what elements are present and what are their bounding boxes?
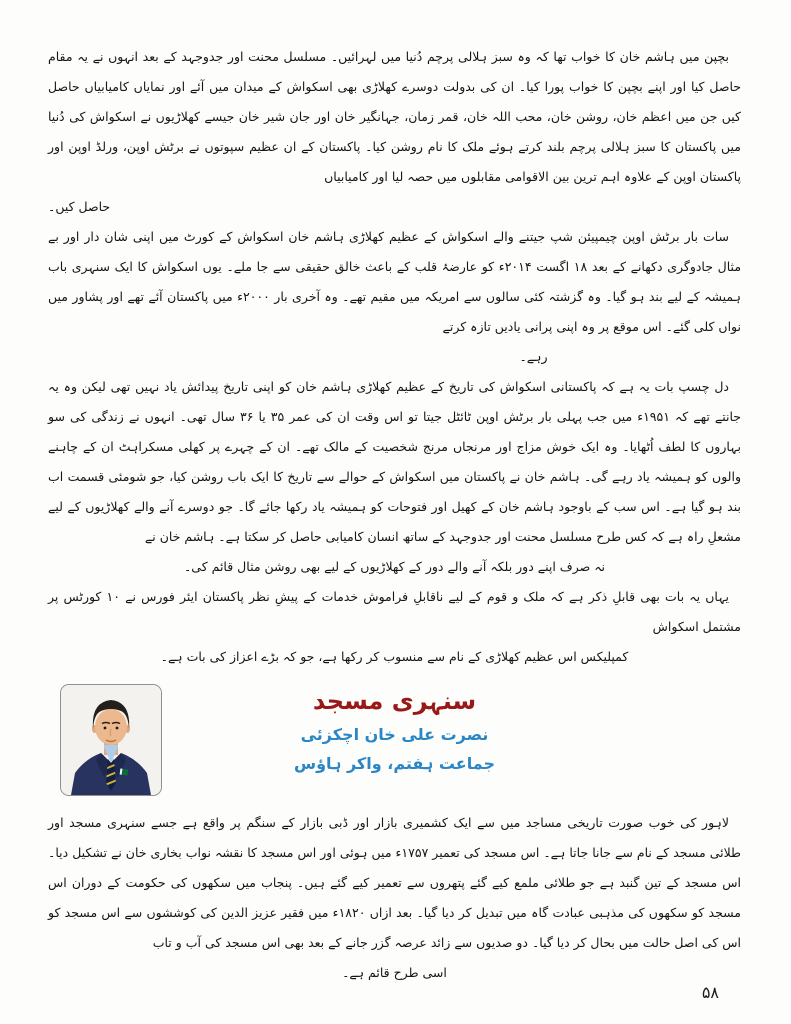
article-line: کمپلیکس اس عظیم کھلاڑی کے نام سے منسوب کر رکھا ہے، جو کہ بڑے اعزاز کی بات ہے۔: [160, 649, 629, 664]
author-section: [48, 682, 741, 808]
author-class-house: جماعت ہفتم، واکر ہاؤس: [294, 754, 495, 773]
page-content: [48, 42, 741, 988]
flag-pin-icon: [120, 768, 129, 775]
article-paragraph: یہاں یہ بات بھی قابلِ ذکر ہے کہ ملک و قوم کے لیے ناقابلِ فراموش خدمات کے پیشِ نظر پاکستان ایئر فورس نے ۱۰ کورٹس پر مشتمل اسکواش: [48, 589, 741, 634]
article-line: رہے۔: [519, 349, 548, 364]
article-line: حاصل کیں۔: [48, 199, 111, 214]
article-paragraph: بچپن میں ہاشم خان کا خواب تھا کہ وہ سبز ہلالی پرچم دُنیا میں لہرائیں۔ مسلسل محنت اور جدوجہد کے بعد انہوں نے یہ مقام حاصل کیا اور اپنے بچپن کا خواب پورا کیا۔ ان کی بدولت دوسرے کھلاڑی بھی اسکواش کے میدان میں آئے اور نمایاں کامیابیاں حاصل کیں جن میں اعظم خان، روشن خان، محب اللہ خان، قمر زمان، جہانگیر خان اور جان شیر خان جیسے کھلاڑیوں نے اسکواش کی دُنیا میں پاکستان کا سبز ہلالی پرچم بلند کرتے ہوئے ملک کا نام روشن کیا۔ پاکستان کے ان عظیم سپوتوں نے برٹش اوپن، ورلڈ اوپن اور پاکستان اوپن کے علاوہ اہم ترین بین الاقوامی مقابلوں میں حصہ لیا اور کامیابیاں: [48, 49, 741, 184]
article-paragraph: سات بار برٹش اوپن چیمپیئن شپ جیتنے والے اسکواش کے عظیم کھلاڑی ہاشم خان اسکواش کے کورٹ میں اپنی شان دار اور بے مثال جادوگری دکھانے کے بعد ۱۸ اگست ۲۰۱۴ء کو عارضۂ قلب کے باعث خالق حقیقی سے جا ملے۔ یوں اسکواش کا ایک سنہری باب ہمیشہ کے لیے بند ہو گیا۔ وہ گزشتہ کئی سالوں سے امریکہ میں مقیم تھے۔ وہ آخری بار ۲۰۰۰ء میں پاکستان آئے تھے اور پشاور میں نواں کلی گئے۔ اس موقع پر وہ اپنی پرانی یادیں تازہ کرتے: [48, 229, 742, 334]
article-paragraph: دل چسپ بات یہ ہے کہ پاکستانی اسکواش کی تاریخ کے عظیم کھلاڑی ہاشم خان کو اپنی تاریخ پیدائش یاد نہیں تھی لیکن وہ یہ جانتے تھے کہ ۱۹۵۱ء میں جب پہلی بار برٹش اوپن ٹائٹل جیتا تو اس وقت ان کی عمر ۳۵ یا ۳۶ سال تھی۔ انہوں نے زندگی کی سو بہاروں کا لطف اُٹھایا۔ وہ ایک خوش مزاج اور مرنجاں مرنج شخصیت کے مالک تھے۔ ان کے چہرے پر کھلی مسکراہٹ ان کے چاہنے والوں کو ہمیشہ یاد رہے گی۔ ہاشم خان نے پاکستان میں اسکواش کے حوالے سے تاریخ کا ایک باب روشن کیا، جو شومئی قسمت اب بند ہو گیا ہے۔ اس سب کے باوجود ہاشم خان کے کھیل اور فتوحات کو ہمیشہ یاد رکھا جائے گا۔ جو دوسرے آنے والے کھلاڑیوں کے لیے مشعلِ راہ ہے کہ کس طرح مسلسل محنت اور جدوجہد کے ساتھ انسان کامیابی حاصل کر سکتا ہے۔ ہاشم خان نے: [48, 379, 741, 544]
author-name: نصرت علی خان اچکزئی: [300, 725, 489, 744]
article-line: اسی طرح قائم ہے۔: [342, 965, 447, 980]
article-line: نہ صرف اپنے دور بلکہ آنے والے دور کے کھلاڑیوں کے لیے بھی روشن مثال قائم کی۔: [183, 559, 606, 574]
student-portrait-image: [61, 685, 161, 795]
article-title: سنہری مسجد: [312, 687, 477, 715]
article-text-bottom: [48, 808, 741, 988]
page-number: ۵۸: [701, 983, 719, 1002]
article-paragraph: لاہور کی خوب صورت تاریخی مساجد میں سے ایک کشمیری بازار اور ڈبی بازار کے سنگم پر واقع ہے جسے سنہری مسجد اور طلائی مسجد کے نام سے جانا جاتا ہے۔ اس مسجد کی تعمیر ۱۷۵۷ء میں ہوئی اور اس مسجد کا نقشہ نواب بخاری خان نے تشکیل دیا۔ اس مسجد کے تین گنبد ہے جو طلائی ملمع کیے گئے پتھروں سے تعمیر کیے گئے ہیں۔ پنجاب میں سکھوں کی حکومت کے دوران اس مسجد کو سکھوں کی مذہبی عبادت گاہ میں تبدیل کر دیا گیا۔ بعد ازاں ۱۸۲۰ء میں فقیر عزیز الدین کی کوششوں سے اس مسجد کو اس کی اصل حالت میں بحال کر دیا گیا۔ دو صدیوں سے زائد عرصہ گزر جانے کے بعد بھی اس مسجد کی آب و تاب: [48, 815, 742, 950]
article-text-top: [48, 42, 741, 672]
student-photo: [60, 684, 162, 796]
